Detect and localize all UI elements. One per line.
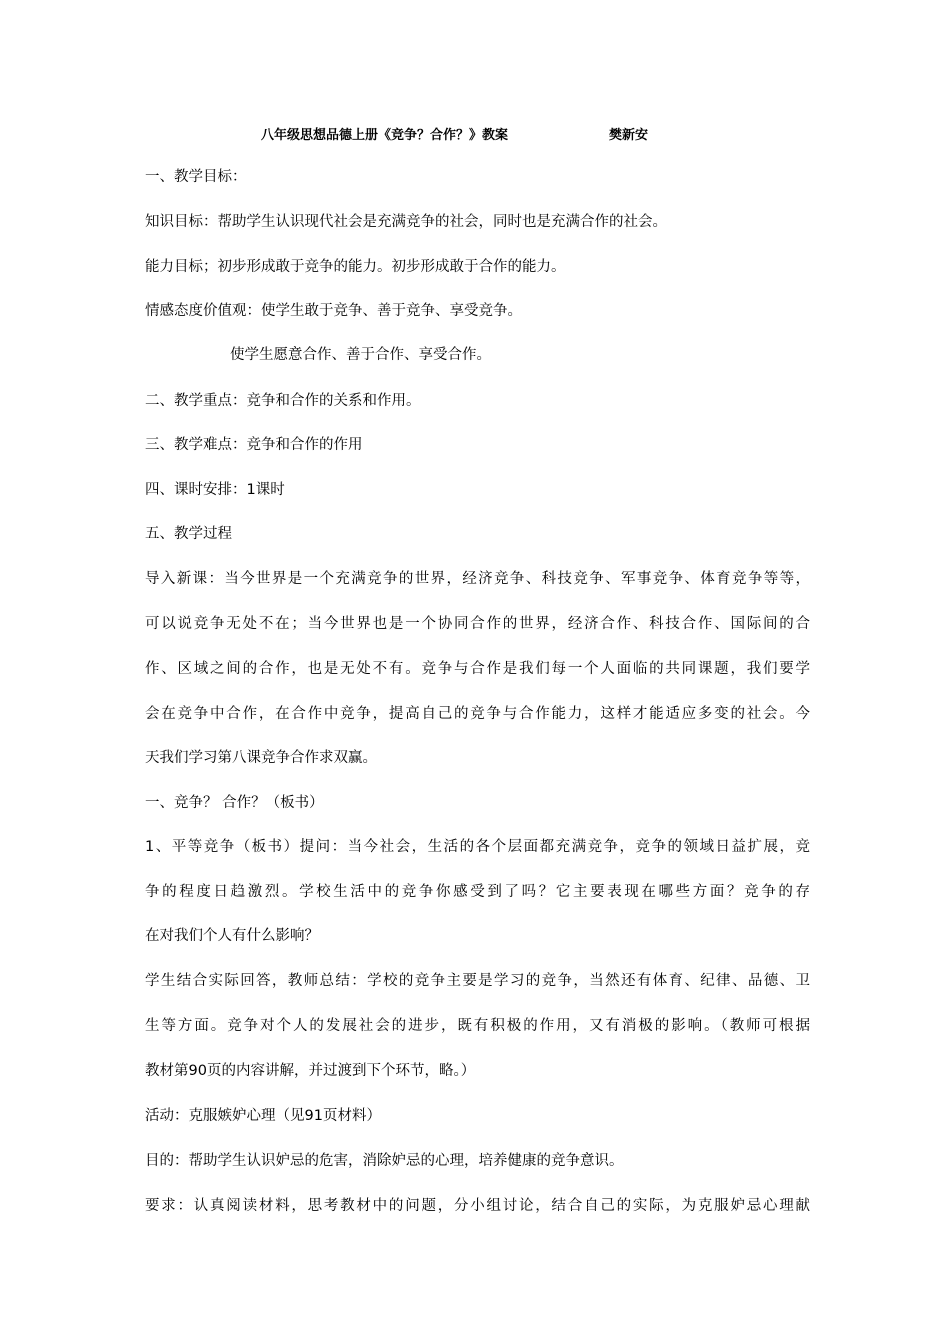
paragraph-summary-line: 生等方面。竞争对个人的发展社会的进步，既有积极的作用，又有消极的影响。（教师可根据 (145, 1018, 810, 1034)
paragraph-intro-line: 作、区域之间的合作，也是无处不有。竞争与合作是我们每一个人面临的共同课题，我们要学 (145, 661, 810, 677)
section-heading-schedule: 四、课时安排：1课时 (145, 482, 285, 498)
section-heading-competition-cooperation: 一、竞争？ 合作？（板书） (145, 795, 324, 811)
section-heading-process: 五、教学过程 (145, 526, 232, 542)
paragraph-intro-line: 导入新课：当今世界是一个充满竞争的世界，经济竞争、科技竞争、军事竞争、体育竞争等等， (145, 571, 810, 587)
section-heading-difficulties: 三、教学难点：竞争和合作的作用 (145, 437, 363, 453)
paragraph-summary-line: 学生结合实际回答，教师总结：学校的竞争主要是学习的竞争，当然还有体育、纪律、品德、卫 (145, 973, 810, 989)
paragraph-intro-line: 可以说竞争无处不在；当今世界也是一个协同合作的世界，经济合作、科技合作、国际间的合 (145, 616, 810, 632)
section-heading-goals: 一、教学目标： (145, 169, 247, 185)
paragraph-attitude-goal: 情感态度价值观：使学生敢于竞争、善于竞争、享受竞争。 (145, 303, 522, 319)
paragraph-intro-line: 会在竞争中合作，在合作中竞争，提高自己的竞争与合作能力，这样才能适应多变的社会。今 (145, 706, 810, 722)
paragraph-purpose: 目的：帮助学生认识妒忌的危害，消除妒忌的心理，培养健康的竞争意识。 (145, 1153, 624, 1169)
paragraph-fair-competition-line: 1、平等竞争（板书）提问：当今社会，生活的各个层面都充满竞争，竞争的领域日益扩展，竞 (145, 839, 810, 855)
section-heading-key-points: 二、教学重点：竞争和合作的关系和作用。 (145, 393, 421, 409)
paragraph-summary-line: 教材第90页的内容讲解，并过渡到下个环节，略。） (145, 1063, 476, 1079)
paragraph-knowledge-goal: 知识目标：帮助学生认识现代社会是充满竞争的社会，同时也是充满合作的社会。 (145, 214, 667, 230)
paragraph-ability-goal: 能力目标；初步形成敢于竞争的能力。初步形成敢于合作的能力。 (145, 259, 566, 275)
paragraph-activity: 活动：克服嫉妒心理（见91页材料） (145, 1108, 381, 1124)
paragraph-attitude-goal-cont: 使学生愿意合作、善于合作、享受合作。 (230, 347, 491, 363)
paragraph-intro-line: 天我们学习第八课竞争合作求双赢。 (145, 750, 377, 766)
paragraph-fair-competition-line: 争的程度日趋激烈。学校生活中的竞争你感受到了吗？它主要表现在哪些方面？竞争的存 (145, 884, 810, 900)
paragraph-requirements: 要求：认真阅读材料，思考教材中的问题，分小组讨论，结合自己的实际，为克服妒忌心理献 (145, 1198, 810, 1214)
document-author: 樊新安 (609, 128, 649, 143)
paragraph-fair-competition-line: 在对我们个人有什么影响？ (145, 928, 319, 944)
document-title: 八年级思想品德上册《竞争？合作？》教案 (261, 128, 509, 143)
